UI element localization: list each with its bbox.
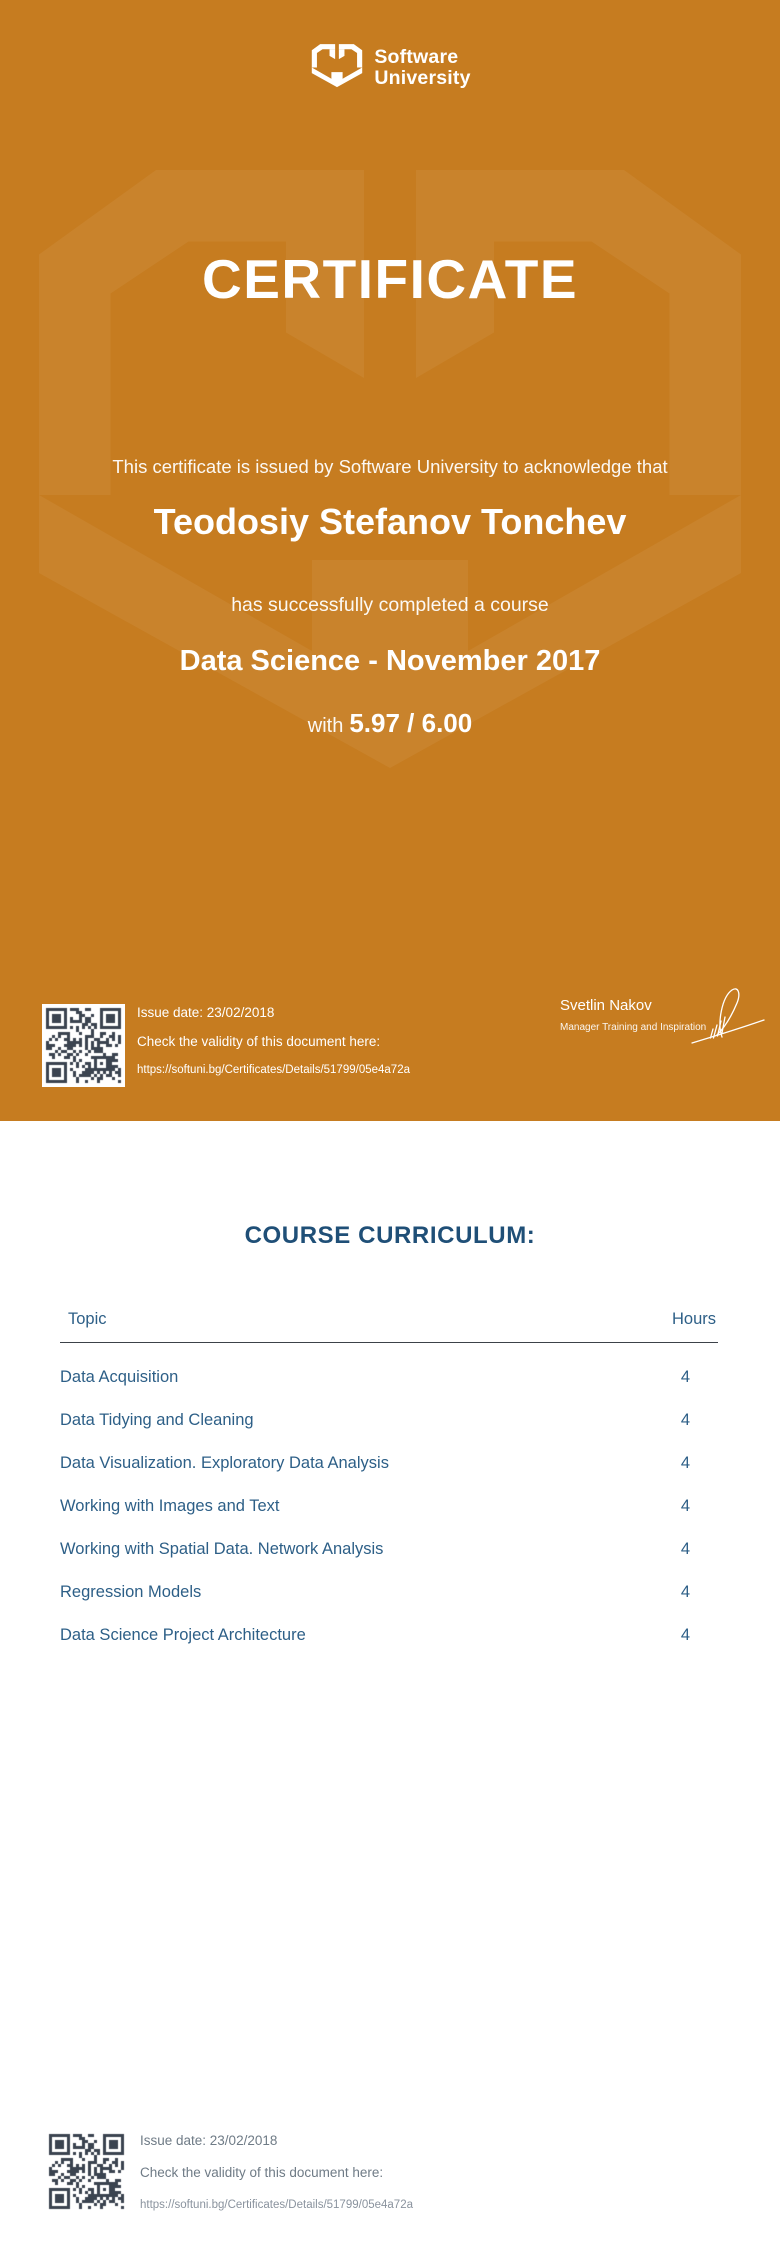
logo-text-line2: University (374, 66, 471, 89)
row-topic: Data Visualization. Exploratory Data Analysis (60, 1454, 389, 1472)
row-hours: 4 (680, 1368, 690, 1386)
grade-line (0, 708, 780, 739)
row-hours: 4 (680, 1497, 690, 1515)
certificate-panel (0, 0, 780, 1121)
qr-code-icon (45, 2130, 128, 2213)
signature-quill-icon (686, 983, 766, 1051)
row-hours: 4 (680, 1626, 690, 1644)
row-hours: 4 (680, 1583, 690, 1601)
row-hours: 4 (680, 1411, 690, 1429)
signer-title: Manager Training and Inspiration (560, 1022, 707, 1033)
row-topic: Regression Models (60, 1583, 202, 1601)
row-topic: Data Tidying and Cleaning (60, 1411, 254, 1429)
curriculum-table (60, 1310, 718, 1644)
completed-text: has successfully completed a course (231, 594, 549, 616)
grade-value: 5.97 / 6.00 (349, 708, 473, 738)
row-topic: Data Acquisition (60, 1368, 179, 1386)
table-row (60, 1584, 718, 1601)
table-row (60, 1412, 718, 1429)
row-hours: 4 (680, 1454, 690, 1472)
validity-label: Check the validity of this document here: (140, 2165, 384, 2180)
row-topic: Working with Images and Text (60, 1497, 280, 1515)
signer-name: Svetlin Nakov (560, 997, 652, 1014)
issue-date: Issue date: 23/02/2018 (140, 2133, 278, 2148)
table-row (60, 1369, 718, 1386)
column-header-hours: Hours (671, 1310, 716, 1328)
column-header-topic: Topic (68, 1310, 107, 1328)
table-row (60, 1498, 718, 1515)
logo-text-line1: Software (374, 45, 459, 68)
header-divider (60, 1342, 718, 1343)
softuni-cube-icon (309, 44, 365, 91)
issue-date: Issue date: 23/02/2018 (137, 1005, 275, 1020)
validity-label: Check the validity of this document here: (137, 1034, 381, 1049)
softuni-logo (0, 44, 780, 91)
row-hours: 4 (680, 1540, 690, 1558)
row-topic: Working with Spatial Data. Network Analysis (60, 1540, 384, 1558)
table-row (60, 1455, 718, 1472)
qr-code-icon (42, 1004, 125, 1087)
grade-prefix: with (307, 715, 344, 737)
table-row (60, 1627, 718, 1644)
certificate-title: CERTIFICATE (201, 248, 578, 310)
course-name: Data Science - November 2017 (179, 645, 601, 677)
row-topic: Data Science Project Architecture (60, 1626, 306, 1644)
recipient-name: Teodosiy Stefanov Tonchev (153, 501, 627, 542)
validity-url[interactable]: https://softuni.bg/Certificates/Details/51799/05e4a72a (140, 2199, 413, 2211)
signer-block (560, 997, 706, 1033)
curriculum-table-header (60, 1310, 718, 1329)
certificate-intro: This certificate is issued by Software University to acknowledge that (112, 456, 668, 477)
curriculum-heading: COURSE CURRICULUM: (244, 1222, 536, 1249)
table-row (60, 1541, 718, 1558)
validity-url[interactable]: https://softuni.bg/Certificates/Details/51799/05e4a72a (137, 1064, 410, 1076)
curriculum-table-body (60, 1369, 718, 1644)
softuni-logo-text (374, 47, 470, 89)
